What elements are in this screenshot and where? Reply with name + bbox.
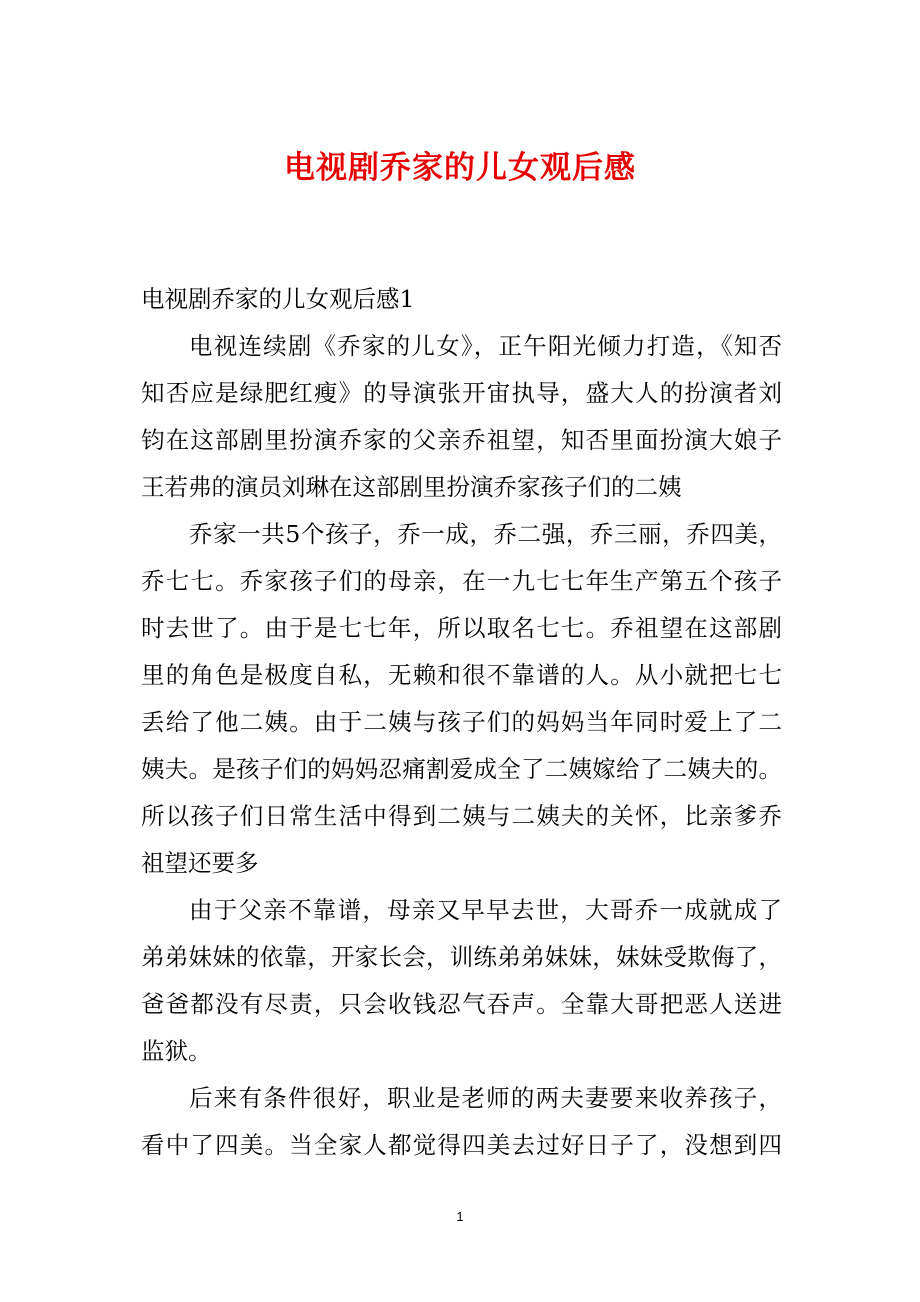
section-heading: 电视剧乔家的儿女观后感1 [141, 285, 415, 313]
paragraph-line: 由于父亲不靠谱，母亲又早早去世，大哥乔一成就成了 [189, 896, 782, 924]
paragraph [141, 511, 782, 887]
document-title: 电视剧乔家的儿女观后感 [284, 150, 636, 186]
paragraph-line: 爸爸都没有尽责，只会收钱忍气吞声。全靠大哥把恶人送进 [141, 990, 782, 1018]
paragraph-line: 看中了四美。当全家人都觉得四美去过好日子了，没想到四 [141, 1131, 782, 1159]
paragraph-line: 乔家一共5个孩子，乔一成，乔二强，乔三丽，乔四美， [189, 520, 782, 548]
paragraph-line: 姨夫。是孩子们的妈妈忍痛割爱成全了二姨嫁给了二姨夫的。 [141, 755, 782, 783]
paragraph-line: 里的角色是极度自私，无赖和很不靠谱的人。从小就把七七 [141, 661, 782, 689]
document-body [141, 276, 782, 1169]
paragraph-line: 后来有条件很好，职业是老师的两夫妻要来收养孩子， [189, 1084, 782, 1112]
paragraph-line: 监狱。 [141, 1037, 212, 1065]
paragraph-line: 所以孩子们日常生活中得到二姨与二姨夫的关怀，比亲爹乔 [141, 802, 782, 830]
paragraph-line: 王若弗的演员刘琳在这部剧里扮演乔家孩子们的二姨 [141, 473, 682, 501]
paragraph-line: 钧在这部剧里扮演乔家的父亲乔祖望，知否里面扮演大娘子 [141, 426, 782, 454]
paragraph-line: 电视连续剧《乔家的儿女》，正午阳光倾力打造，《知否 [189, 332, 782, 360]
paragraph [141, 1075, 782, 1169]
paragraph-line: 丢给了他二姨。由于二姨与孩子们的妈妈当年同时爱上了二 [141, 708, 782, 736]
page-number: 1 [456, 1209, 464, 1224]
paragraph [141, 887, 782, 1075]
paragraph-line: 祖望还要多 [141, 849, 259, 877]
paragraph-line: 知否应是绿肥红瘦》的导演张开宙执导，盛大人的扮演者刘 [141, 379, 782, 407]
paragraphs [141, 323, 782, 1169]
paragraph-line: 乔七七。乔家孩子们的母亲，在一九七七年生产第五个孩子 [141, 567, 782, 595]
paragraph-line: 弟弟妹妹的依靠，开家长会，训练弟弟妹妹，妹妹受欺侮了， [141, 943, 782, 971]
paragraph-line: 时去世了。由于是七七年，所以取名七七。乔祖望在这部剧 [141, 614, 782, 642]
paragraph [141, 323, 782, 511]
